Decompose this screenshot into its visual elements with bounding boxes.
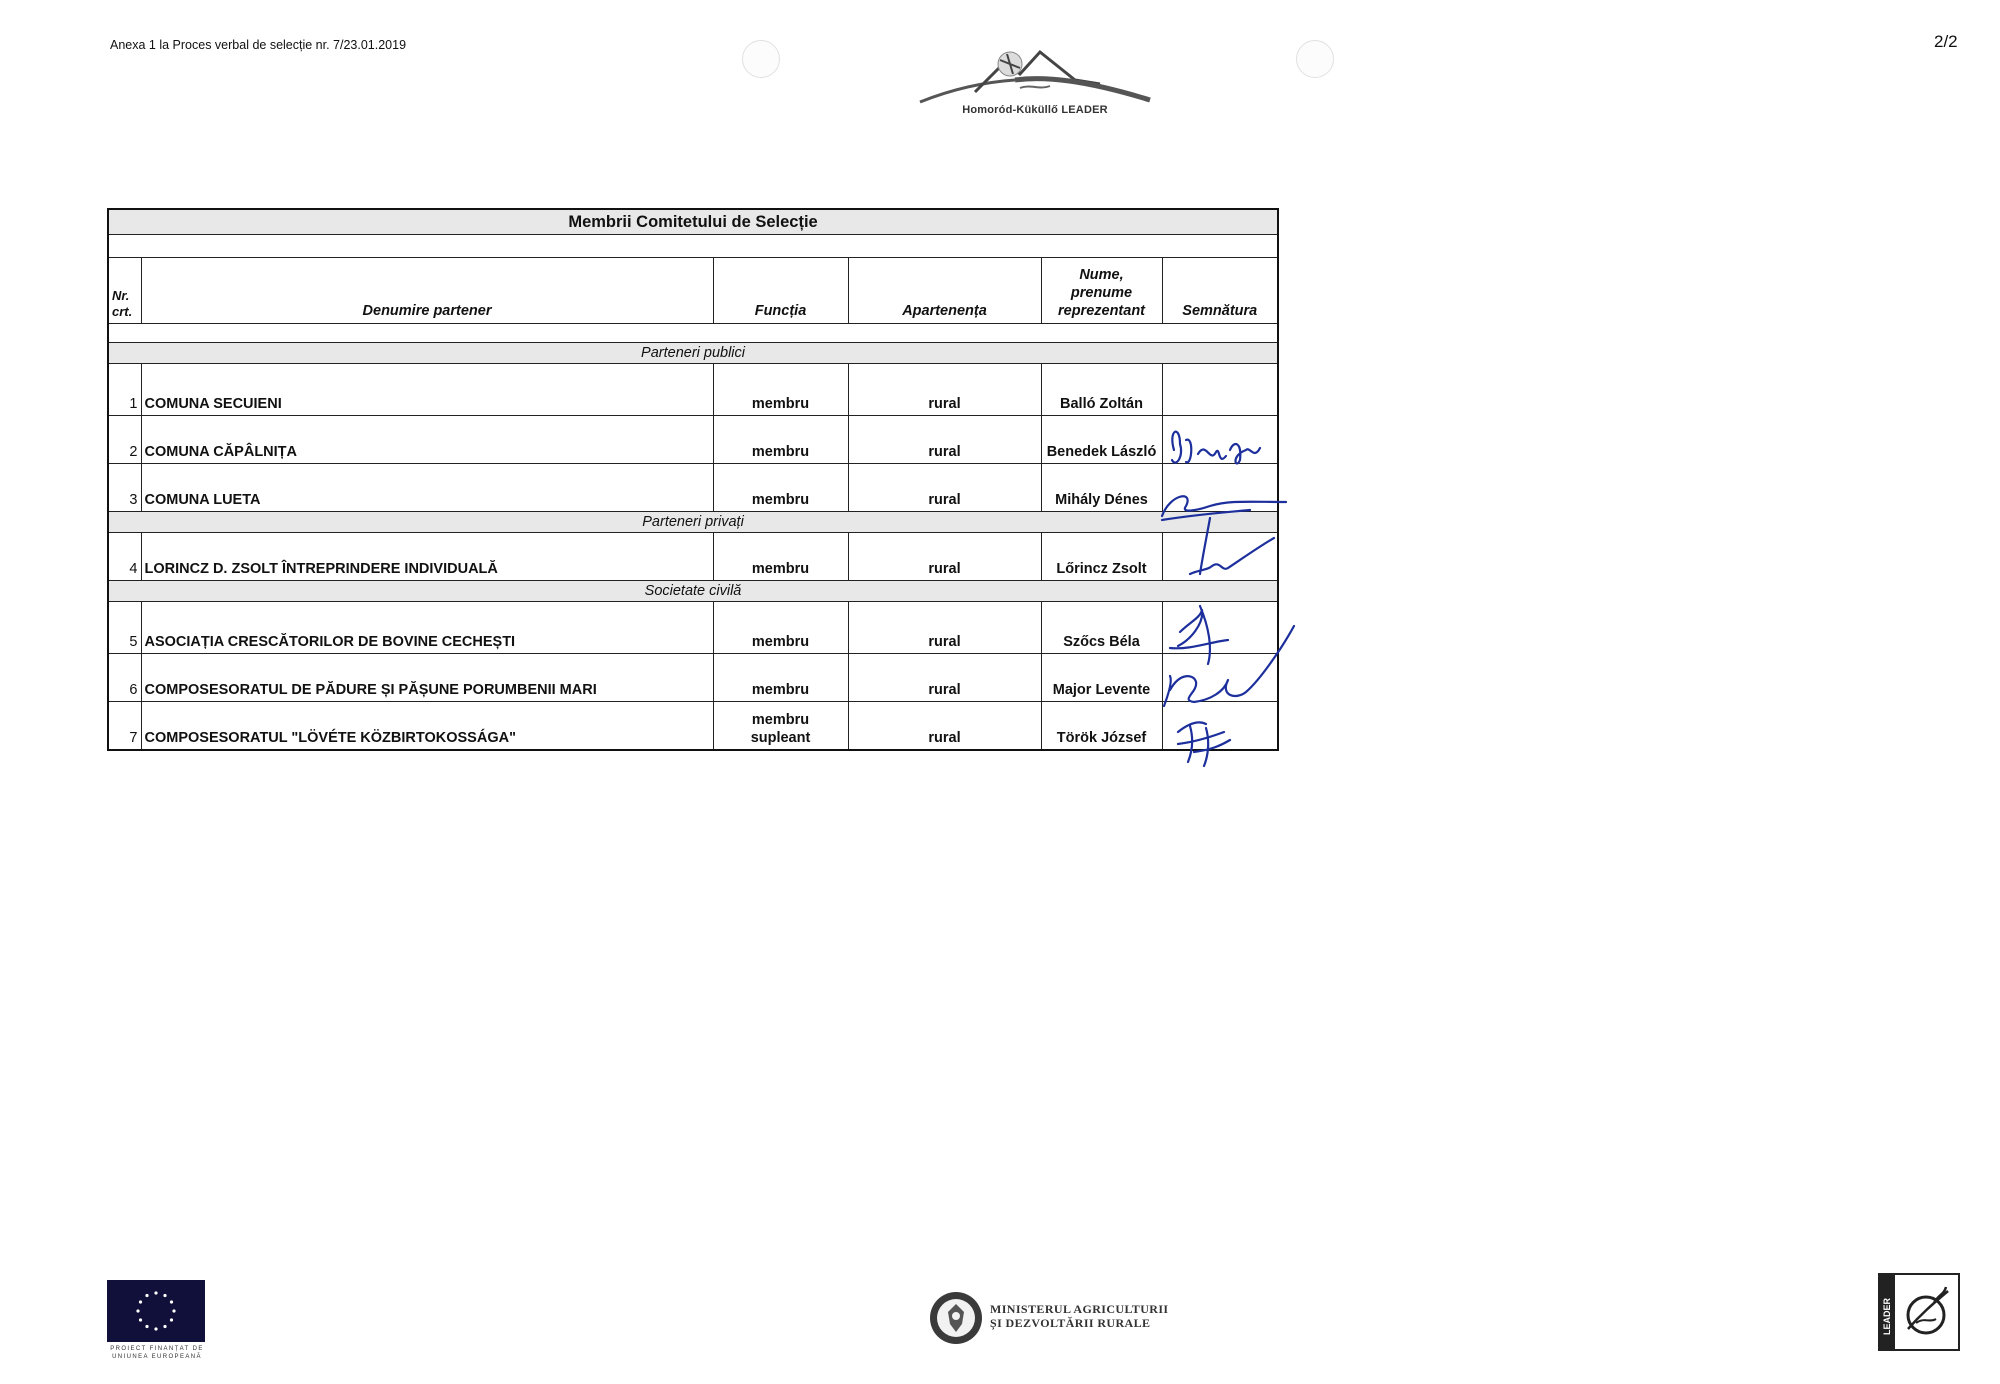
partner-affiliation: rural: [848, 702, 1041, 751]
ministry-name-line1: MINISTERUL AGRICULTURII: [990, 1302, 1169, 1316]
punch-hole-mark: [1296, 40, 1334, 78]
partner-function: membru: [713, 602, 848, 654]
ministry-seal-icon: [928, 1290, 984, 1346]
table-header-row: [108, 258, 1278, 324]
table-row: [108, 654, 1278, 702]
row-number: 2: [108, 416, 141, 464]
row-number: 1: [108, 364, 141, 416]
row-number: 4: [108, 533, 141, 581]
leader-logo-label: LEADER: [1882, 1297, 1892, 1335]
column-header-nr-line1: Nr.: [112, 287, 130, 303]
table-row: [108, 416, 1278, 464]
partner-function: membru: [713, 533, 848, 581]
ministry-name-line2: ȘI DEZVOLTĂRII RURALE: [990, 1316, 1151, 1330]
partner-affiliation: rural: [848, 416, 1041, 464]
table-spacer-row: [108, 235, 1278, 258]
table-row: [108, 533, 1278, 581]
column-header-function: Funcția: [713, 258, 848, 324]
column-header-affiliation: Apartenența: [848, 258, 1041, 324]
eu-caption-line2: UNIUNEA EUROPEANĂ: [112, 1354, 202, 1360]
partner-function: [713, 702, 848, 751]
representative-name: Lőrincz Zsolt: [1041, 533, 1162, 581]
document-header-note: Anexa 1 la Proces verbal de selecție nr. 7/23.01.2019: [110, 38, 407, 52]
leader-logo-icon: [1878, 1273, 1960, 1351]
signature-cell: [1162, 654, 1278, 702]
column-header-representative-line2: prenume: [1070, 284, 1133, 301]
table-title: Membrii Comitetului de Selecție: [108, 209, 1278, 235]
representative-name: Mihály Dénes: [1041, 464, 1162, 512]
column-header-partner-name: Denumire partener: [141, 258, 713, 324]
partner-function: membru: [713, 364, 848, 416]
table-row: [108, 702, 1278, 751]
representative-name: Benedek László: [1041, 416, 1162, 464]
section-title-public-partners: Parteneri publici: [108, 343, 1278, 364]
signature-cell: [1162, 702, 1278, 751]
partner-affiliation: rural: [848, 654, 1041, 702]
row-number: 5: [108, 602, 141, 654]
partner-name: COMPOSESORATUL DE PĂDURE ȘI PĂȘUNE PORUMBENII MARI: [141, 654, 713, 702]
column-header-nr-line2: crt.: [112, 303, 133, 319]
partner-affiliation: rural: [848, 364, 1041, 416]
partner-affiliation: rural: [848, 602, 1041, 654]
representative-name: Major Levente: [1041, 654, 1162, 702]
selection-committee-table: [107, 208, 1279, 751]
table-row: [108, 364, 1278, 416]
column-header-representative: [1041, 258, 1162, 324]
partner-affiliation: rural: [848, 464, 1041, 512]
logo-caption: Homoród-Küküllő LEADER: [962, 104, 1108, 116]
partner-function-line2: supleant: [750, 729, 811, 746]
row-number: 7: [108, 702, 141, 751]
partner-name: ASOCIAȚIA CRESCĂTORILOR DE BOVINE CECHEȘTI: [141, 602, 713, 654]
table-row: [108, 464, 1278, 512]
homorod-kukullo-leader-logo: [915, 40, 1155, 130]
signature-cell: [1162, 364, 1278, 416]
partner-name: COMPOSESORATUL "LÖVÉTE KÖZBIRTOKOSSÁGA": [141, 702, 713, 751]
partner-affiliation: rural: [848, 533, 1041, 581]
representative-name: Szőcs Béla: [1041, 602, 1162, 654]
partner-name: LORINCZ D. ZSOLT ÎNTREPRINDERE INDIVIDUALĂ: [141, 533, 713, 581]
partner-function: membru: [713, 654, 848, 702]
column-header-nr: [108, 258, 141, 324]
partner-name: COMUNA SECUIENI: [141, 364, 713, 416]
column-header-representative-line3: reprezentant: [1057, 302, 1146, 319]
eu-flag-logo: [107, 1280, 205, 1342]
partner-function: membru: [713, 464, 848, 512]
mountain-logo-icon: [915, 40, 1155, 106]
partner-name: COMUNA LUETA: [141, 464, 713, 512]
column-header-representative-line1: Nume,: [1079, 266, 1124, 283]
signature-cell: [1162, 533, 1278, 581]
page-number: 2/2: [1934, 32, 1958, 51]
ministry-name: [990, 1302, 1168, 1330]
table-row: [108, 602, 1278, 654]
column-header-signature: Semnătura: [1162, 258, 1278, 324]
row-number: 6: [108, 654, 141, 702]
signature-cell: [1162, 464, 1278, 512]
signature-cell: [1162, 416, 1278, 464]
partner-function: membru: [713, 416, 848, 464]
row-number: 3: [108, 464, 141, 512]
eu-funding-caption: [106, 1345, 208, 1361]
partner-function-line1: membru: [751, 711, 810, 728]
eu-caption-line1: PROIECT FINANȚAT DE: [110, 1346, 204, 1352]
section-title-private-partners: Parteneri privați: [108, 512, 1278, 533]
eu-stars-icon: [107, 1280, 205, 1342]
table-spacer-row: [108, 324, 1278, 343]
punch-hole-mark: [742, 40, 780, 78]
representative-name: Török József: [1041, 702, 1162, 751]
signature-cell: [1162, 602, 1278, 654]
representative-name: Balló Zoltán: [1041, 364, 1162, 416]
partner-name: COMUNA CĂPÂLNIȚA: [141, 416, 713, 464]
section-title-civil-society: Societate civilă: [108, 581, 1278, 602]
